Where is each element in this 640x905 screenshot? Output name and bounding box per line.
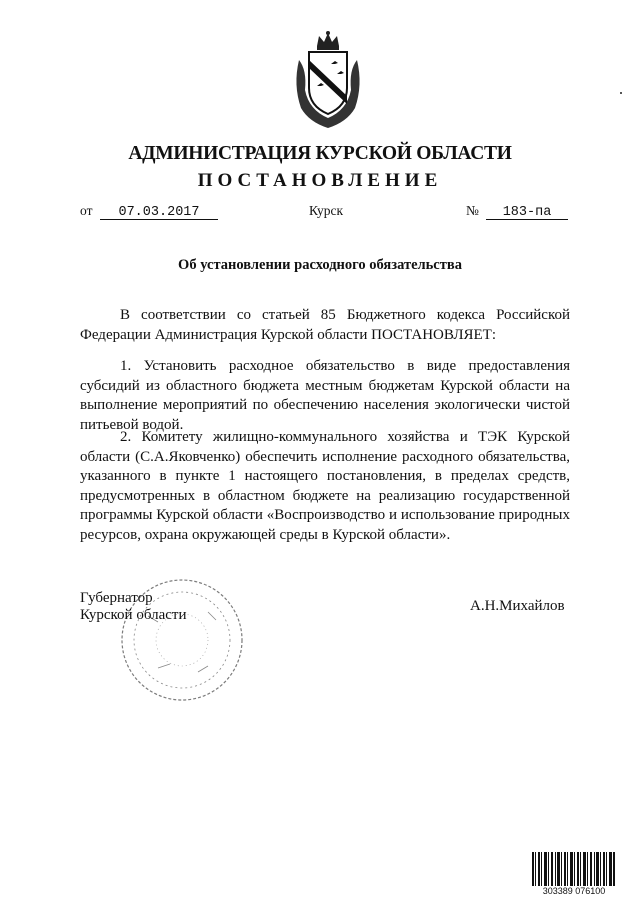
signatory-position — [80, 590, 186, 624]
date-prefix: от — [80, 203, 93, 218]
number-value: 183-па — [502, 205, 552, 220]
signatory-position-line-1: Губернатор — [80, 590, 153, 606]
document-subject: Об установлении расходного обязательства — [178, 257, 462, 273]
signatory-position-line-2: Курской области — [80, 607, 187, 623]
coat-of-arms-icon — [289, 30, 367, 130]
scan-speck — [620, 92, 622, 94]
document-type-title: ПОСТАНОВЛЕНИЕ — [197, 170, 443, 191]
body-paragraph-preamble: В соответствии со статьей 85 Бюджетного кодекса Российской Федерации Администрация Курской области ПОСТАНОВЛЯЕТ: — [80, 307, 570, 343]
number-field — [486, 203, 568, 220]
signatory-name: А.Н.Михайлов — [470, 598, 565, 614]
body-paragraph-item-1: 1. Установить расходное обязательство в виде предоставления субсидий из областного бюджета местным бюджетам Курской области на выполнение мероприятий по обеспечению населения экологически чистой питьевой водой. — [80, 358, 570, 433]
barcode-number: 303389 076100 — [531, 886, 617, 896]
organization-title: АДМИНИСТРАЦИЯ КУРСКОЙ ОБЛАСТИ — [128, 143, 512, 164]
body-paragraph-item-2: 2. Комитету жилищно-коммунального хозяйства и ТЭК Курской области (С.А.Яковченко) обеспечить исполнение расходного обязательства, указанного в пункте 1 настоящего постановления, в пределах средств, предусмотренных в областном бюджете на реализацию государственной программы Курской области «Воспроизводство и использование природных ресурсов, охрана окружающей среды в Курской области». — [80, 429, 570, 543]
date-field — [100, 203, 218, 220]
city-label: Курск — [309, 203, 344, 218]
date-value: 07.03.2017 — [118, 205, 200, 220]
number-prefix: № — [466, 203, 479, 218]
barcode-icon — [531, 852, 617, 896]
